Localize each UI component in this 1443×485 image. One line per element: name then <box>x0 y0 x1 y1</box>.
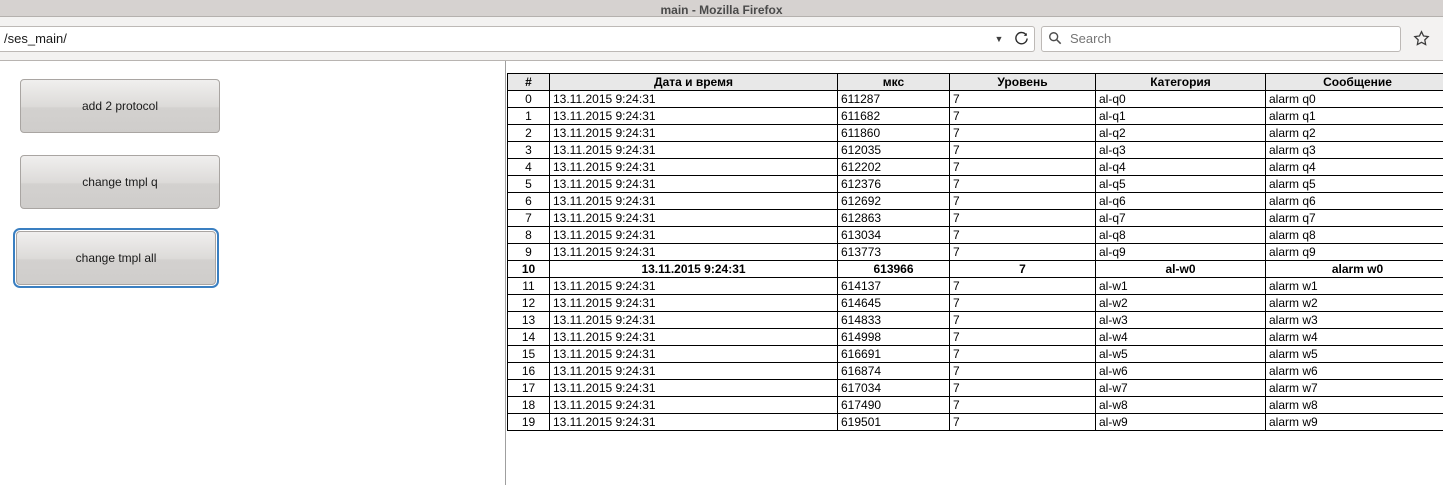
chevron-down-icon[interactable]: ▼ <box>990 34 1008 44</box>
cell-mks: 616691 <box>838 346 950 363</box>
cell-category: al-w2 <box>1096 295 1266 312</box>
cell-level: 7 <box>950 193 1096 210</box>
cell-level: 7 <box>950 295 1096 312</box>
cell-message: alarm q8 <box>1266 227 1443 244</box>
cell-category: al-w7 <box>1096 380 1266 397</box>
table-row[interactable] <box>508 125 1443 142</box>
cell-datetime: 13.11.2015 9:24:31 <box>550 176 838 193</box>
cell-mks: 612692 <box>838 193 950 210</box>
cell-message: alarm q7 <box>1266 210 1443 227</box>
cell-category: al-q4 <box>1096 159 1266 176</box>
cell-mks: 614833 <box>838 312 950 329</box>
table-row[interactable] <box>508 91 1443 108</box>
cell-datetime: 13.11.2015 9:24:31 <box>550 125 838 142</box>
table-row[interactable] <box>508 142 1443 159</box>
cell-datetime: 13.11.2015 9:24:31 <box>550 91 838 108</box>
cell-index: 14 <box>508 329 550 346</box>
cell-index: 16 <box>508 363 550 380</box>
cell-level: 7 <box>950 312 1096 329</box>
cell-category: al-q6 <box>1096 193 1266 210</box>
table-row[interactable] <box>508 193 1443 210</box>
cell-index: 13 <box>508 312 550 329</box>
cell-datetime: 13.11.2015 9:24:31 <box>550 244 838 261</box>
table-row[interactable] <box>508 261 1443 278</box>
cell-mks: 612035 <box>838 142 950 159</box>
cell-level: 7 <box>950 397 1096 414</box>
cell-category: al-w0 <box>1096 261 1266 278</box>
cell-index: 17 <box>508 380 550 397</box>
cell-category: al-w6 <box>1096 363 1266 380</box>
window-title: main - Mozilla Firefox <box>660 4 782 16</box>
cell-category: al-w3 <box>1096 312 1266 329</box>
cell-level: 7 <box>950 329 1096 346</box>
table-row[interactable] <box>508 329 1443 346</box>
cell-level: 7 <box>950 210 1096 227</box>
cell-datetime: 13.11.2015 9:24:31 <box>550 397 838 414</box>
cell-message: alarm w7 <box>1266 380 1443 397</box>
table-row[interactable] <box>508 312 1443 329</box>
cell-message: alarm w8 <box>1266 397 1443 414</box>
cell-level: 7 <box>950 159 1096 176</box>
cell-mks: 614137 <box>838 278 950 295</box>
cell-message: alarm q5 <box>1266 176 1443 193</box>
table-row[interactable] <box>508 380 1443 397</box>
cell-datetime: 13.11.2015 9:24:31 <box>550 261 838 278</box>
cell-category: al-q7 <box>1096 210 1266 227</box>
cell-mks: 614998 <box>838 329 950 346</box>
column-header-datetime[interactable]: Дата и время <box>550 74 838 91</box>
cell-datetime: 13.11.2015 9:24:31 <box>550 329 838 346</box>
cell-category: al-q2 <box>1096 125 1266 142</box>
cell-datetime: 13.11.2015 9:24:31 <box>550 193 838 210</box>
cell-message: alarm q2 <box>1266 125 1443 142</box>
cell-index: 6 <box>508 193 550 210</box>
cell-category: al-q9 <box>1096 244 1266 261</box>
cell-message: alarm w5 <box>1266 346 1443 363</box>
table-row[interactable] <box>508 176 1443 193</box>
cell-datetime: 13.11.2015 9:24:31 <box>550 278 838 295</box>
log-table-pane <box>506 61 1443 485</box>
table-row[interactable] <box>508 278 1443 295</box>
cell-index: 15 <box>508 346 550 363</box>
column-header-mks[interactable]: мкс <box>838 74 950 91</box>
cell-mks: 611860 <box>838 125 950 142</box>
cell-index: 2 <box>508 125 550 142</box>
cell-message: alarm q4 <box>1266 159 1443 176</box>
cell-message: alarm w0 <box>1266 261 1443 278</box>
cell-message: alarm q0 <box>1266 91 1443 108</box>
cell-index: 11 <box>508 278 550 295</box>
reload-icon[interactable] <box>1008 27 1034 51</box>
table-header-row <box>508 74 1443 91</box>
cell-message: alarm w2 <box>1266 295 1443 312</box>
cell-mks: 612863 <box>838 210 950 227</box>
cell-message: alarm w9 <box>1266 414 1443 431</box>
cell-datetime: 13.11.2015 9:24:31 <box>550 227 838 244</box>
cell-level: 7 <box>950 363 1096 380</box>
cell-datetime: 13.11.2015 9:24:31 <box>550 295 838 312</box>
cell-level: 7 <box>950 91 1096 108</box>
cell-index: 8 <box>508 227 550 244</box>
search-icon <box>1048 31 1064 47</box>
cell-index: 10 <box>508 261 550 278</box>
table-row[interactable] <box>508 159 1443 176</box>
cell-category: al-w9 <box>1096 414 1266 431</box>
window-titlebar <box>0 0 1443 17</box>
cell-message: alarm w1 <box>1266 278 1443 295</box>
cell-datetime: 13.11.2015 9:24:31 <box>550 210 838 227</box>
cell-level: 7 <box>950 108 1096 125</box>
table-row[interactable] <box>508 108 1443 125</box>
log-table-body <box>508 91 1443 431</box>
cell-level: 7 <box>950 244 1096 261</box>
cell-category: al-q0 <box>1096 91 1266 108</box>
cell-mks: 612202 <box>838 159 950 176</box>
cell-level: 7 <box>950 227 1096 244</box>
search-box[interactable] <box>1041 26 1401 52</box>
search-input[interactable] <box>1068 30 1394 47</box>
cell-message: alarm w6 <box>1266 363 1443 380</box>
table-row[interactable] <box>508 227 1443 244</box>
cell-message: alarm q1 <box>1266 108 1443 125</box>
cell-mks: 611682 <box>838 108 950 125</box>
cell-index: 7 <box>508 210 550 227</box>
cell-level: 7 <box>950 278 1096 295</box>
cell-level: 7 <box>950 142 1096 159</box>
cell-index: 3 <box>508 142 550 159</box>
cell-datetime: 13.11.2015 9:24:31 <box>550 142 838 159</box>
table-row[interactable] <box>508 414 1443 431</box>
column-header-message[interactable]: Сообщение <box>1266 74 1443 91</box>
cell-index: 1 <box>508 108 550 125</box>
cell-mks: 614645 <box>838 295 950 312</box>
cell-category: al-q1 <box>1096 108 1266 125</box>
cell-category: al-q8 <box>1096 227 1266 244</box>
cell-message: alarm q6 <box>1266 193 1443 210</box>
cell-mks: 617034 <box>838 380 950 397</box>
cell-mks: 611287 <box>838 91 950 108</box>
browser-navigation-toolbar <box>0 17 1443 61</box>
add-2-protocol-button[interactable]: add 2 protocol <box>20 79 220 133</box>
column-header-level[interactable]: Уровень <box>950 74 1096 91</box>
cell-index: 18 <box>508 397 550 414</box>
cell-category: al-q3 <box>1096 142 1266 159</box>
cell-mks: 619501 <box>838 414 950 431</box>
cell-index: 0 <box>508 91 550 108</box>
log-table <box>507 73 1443 431</box>
cell-message: alarm q3 <box>1266 142 1443 159</box>
cell-datetime: 13.11.2015 9:24:31 <box>550 414 838 431</box>
cell-datetime: 13.11.2015 9:24:31 <box>550 312 838 329</box>
cell-datetime: 13.11.2015 9:24:31 <box>550 159 838 176</box>
cell-mks: 613773 <box>838 244 950 261</box>
cell-category: al-w8 <box>1096 397 1266 414</box>
cell-index: 4 <box>508 159 550 176</box>
cell-level: 7 <box>950 380 1096 397</box>
left-control-pane <box>0 61 506 485</box>
cell-mks: 613034 <box>838 227 950 244</box>
change-tmpl-q-button[interactable]: change tmpl q <box>20 155 220 209</box>
cell-level: 7 <box>950 125 1096 142</box>
url-bar[interactable] <box>0 26 1035 52</box>
cell-level: 7 <box>950 261 1096 278</box>
table-row[interactable] <box>508 244 1443 261</box>
cell-index: 12 <box>508 295 550 312</box>
cell-category: al-q5 <box>1096 176 1266 193</box>
table-row[interactable] <box>508 363 1443 380</box>
page-content <box>0 61 1443 485</box>
url-text: /ses_main/ <box>4 27 990 51</box>
cell-level: 7 <box>950 176 1096 193</box>
cell-level: 7 <box>950 414 1096 431</box>
cell-message: alarm q9 <box>1266 244 1443 261</box>
column-header-category[interactable]: Категория <box>1096 74 1266 91</box>
cell-mks: 616874 <box>838 363 950 380</box>
star-icon[interactable] <box>1407 26 1435 52</box>
cell-mks: 617490 <box>838 397 950 414</box>
table-row[interactable] <box>508 210 1443 227</box>
cell-datetime: 13.11.2015 9:24:31 <box>550 108 838 125</box>
cell-index: 9 <box>508 244 550 261</box>
table-row[interactable] <box>508 295 1443 312</box>
cell-index: 19 <box>508 414 550 431</box>
cell-datetime: 13.11.2015 9:24:31 <box>550 346 838 363</box>
cell-datetime: 13.11.2015 9:24:31 <box>550 363 838 380</box>
cell-category: al-w1 <box>1096 278 1266 295</box>
cell-index: 5 <box>508 176 550 193</box>
cell-mks: 612376 <box>838 176 950 193</box>
table-row[interactable] <box>508 397 1443 414</box>
cell-message: alarm w3 <box>1266 312 1443 329</box>
column-header-index[interactable]: # <box>508 74 550 91</box>
table-row[interactable] <box>508 346 1443 363</box>
cell-category: al-w5 <box>1096 346 1266 363</box>
cell-level: 7 <box>950 346 1096 363</box>
cell-category: al-w4 <box>1096 329 1266 346</box>
cell-datetime: 13.11.2015 9:24:31 <box>550 380 838 397</box>
cell-message: alarm w4 <box>1266 329 1443 346</box>
change-tmpl-all-button[interactable]: change tmpl all <box>16 231 216 285</box>
cell-mks: 613966 <box>838 261 950 278</box>
